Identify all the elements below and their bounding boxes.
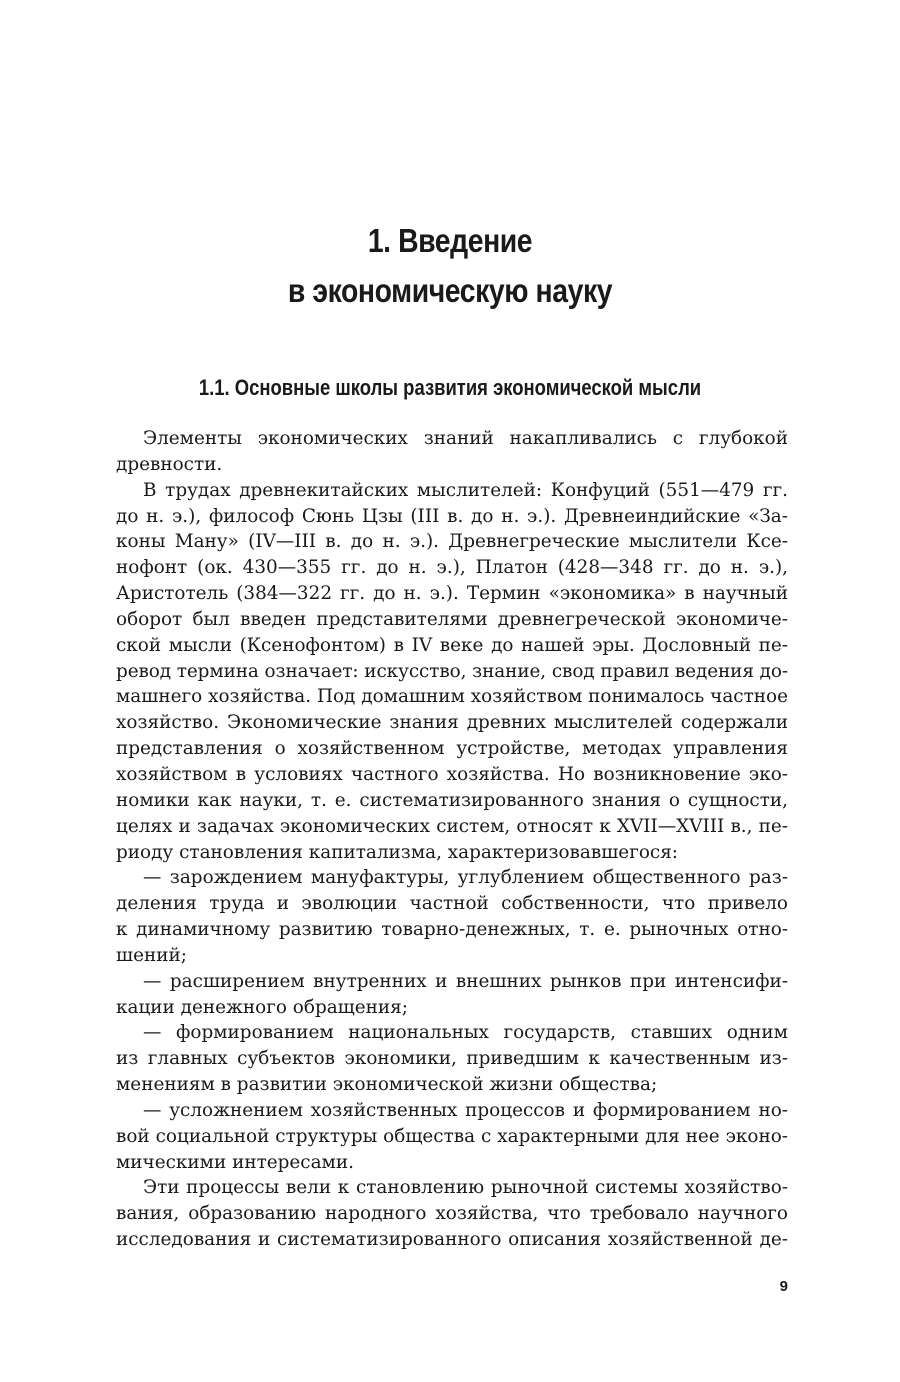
paragraph: [116, 1175, 788, 1253]
paragraph: [116, 426, 788, 478]
text-line: — усложнением хозяйственных процессов и формированием но-: [143, 1099, 788, 1121]
text-line: исследования и систематизированного описания хозяйственной де-: [116, 1229, 788, 1251]
text-line: Аристотель (384—322 гг. до н. э.). Термин «экономика» в научный: [116, 583, 788, 605]
text-line: к динамичному развитию товарно-денежных, т. е. рыночных отно-: [116, 919, 788, 941]
text-line: — зарождением мануфактуры, углублением общественного раз-: [143, 867, 788, 889]
text-line: Эти процессы вели к становлению рыночной системы хозяйство-: [143, 1177, 788, 1199]
list-item: [116, 865, 788, 968]
section-title: 1.1. Основные школы развития экономической мысли: [198, 375, 702, 400]
text-line: коны Ману» (IV—III в. до н. э.). Древнегреческие мыслители Ксе-: [116, 531, 788, 553]
text-line: — формированием национальных государств, ставших одним: [143, 1022, 788, 1044]
text-line: шений;: [116, 944, 187, 966]
text-line: древности.: [116, 453, 223, 475]
text-line: менениям в развитии экономической жизни общества;: [116, 1074, 658, 1096]
list-item: [116, 1098, 788, 1176]
text-line: деления труда и эволюции частной собственности, что привело: [116, 893, 788, 915]
page-number: 9: [779, 1278, 788, 1295]
text-line: из главных субъектов экономики, приведшим к качественным из-: [116, 1048, 788, 1070]
text-line: хозяйство. Экономические знания древних мыслителей содержали: [116, 712, 788, 734]
text-line: целях и задачах экономических систем, относят к XVII—XVIII в., пе-: [116, 815, 788, 837]
text-line: машнего хозяйства. Под домашним хозяйством понималось частное: [116, 686, 788, 708]
text-line: до н. э.), философ Сюнь Цзы (III в. до н. э.). Древнеиндийские «За-: [116, 505, 788, 527]
text-line: ской мысли (Ксенофонтом) в IV веке до нашей эры. Дословный пе-: [116, 634, 788, 656]
text-line: В трудах древнекитайских мыслителей: Конфуций (551—479 гг.: [143, 479, 788, 501]
body-text: [116, 426, 788, 1253]
text-line: мическими интересами.: [116, 1151, 354, 1173]
paragraph: [116, 478, 788, 866]
text-line: представления о хозяйственном устройстве, методах управления: [116, 738, 788, 760]
text-line: риоду становления капитализма, характеризовавшегося:: [116, 841, 679, 863]
text-line: номики как науки, т. е. систематизированного знания о сущности,: [116, 789, 788, 811]
text-line: — расширением внутренних и внешних рынков при интенсифи-: [143, 970, 788, 992]
text-line: вой социальной структуры общества с характерными для нее эконо-: [116, 1125, 788, 1147]
chapter-title-line-2: в экономическую науку: [287, 272, 613, 309]
list-item: [116, 969, 788, 1021]
chapter-title-line-1: 1. Введение: [367, 222, 533, 259]
text-line: ревод термина означает: искусство, знание, свод правил ведения до-: [116, 660, 788, 682]
text-line: Элементы экономических знаний накапливались с глубокой: [143, 428, 788, 449]
text-line: оборот был введен представителями древнегреческой экономиче-: [116, 608, 788, 630]
text-line: нофонт (ок. 430—355 гг. до н. э.), Платон (428—348 гг. до н. э.),: [116, 557, 788, 579]
text-line: вания, образованию народного хозяйства, что требовало научного: [116, 1203, 788, 1225]
text-line: хозяйством в условиях частного хозяйства. Но возникновение эко-: [116, 763, 788, 785]
list-item: [116, 1020, 788, 1098]
text-line: кации денежного обращения;: [116, 996, 408, 1018]
